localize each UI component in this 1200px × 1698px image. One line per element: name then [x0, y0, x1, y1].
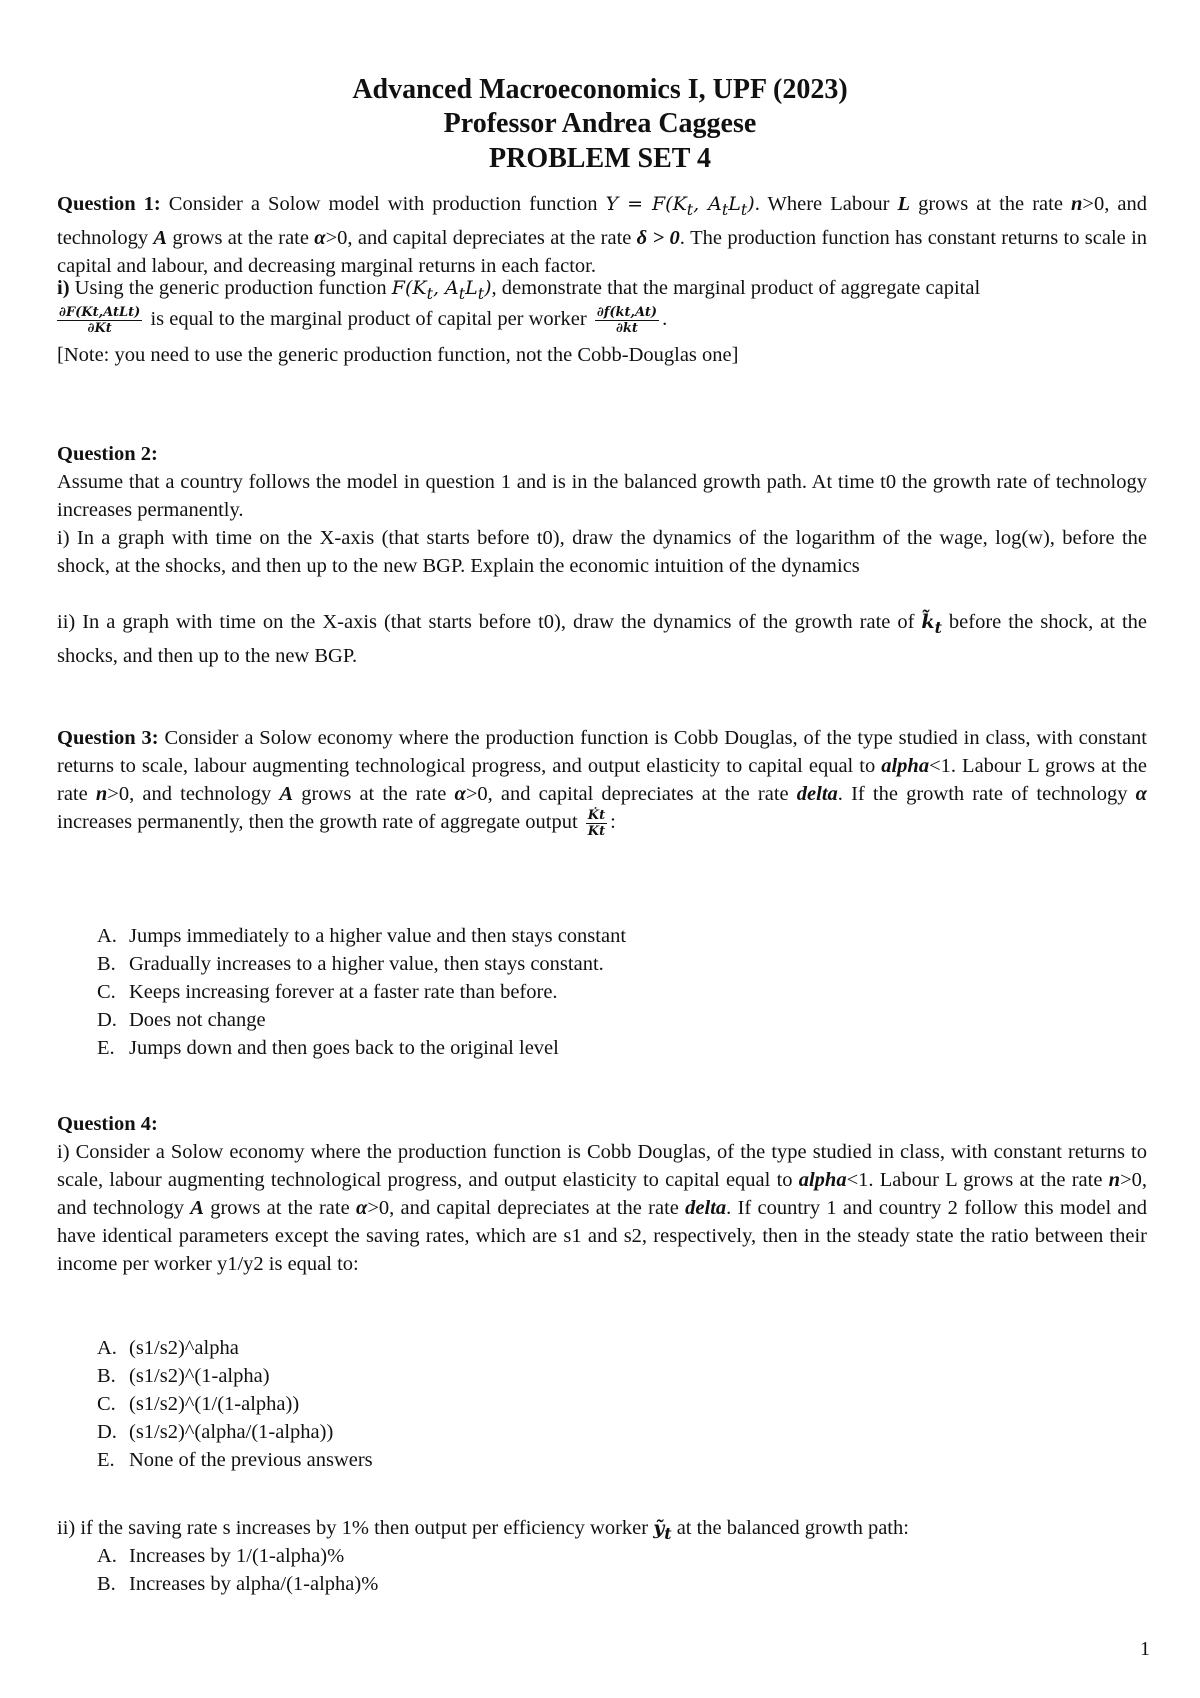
question-2-intro: Assume that a country follows the model in question 1 and is in the balanced growth path. At time t0 the growth rate of technology increases permanently. [57, 471, 1147, 521]
question-3-label: Question 3: [57, 727, 159, 749]
q4-option-b: B. (s1/s2)^(1-alpha) [97, 1365, 270, 1387]
professor-name: Professor Andrea Caggese [443, 108, 757, 139]
q4-option-c: C. (s1/s2)^(1/(1-alpha)) [97, 1393, 300, 1415]
question-3: Question 3: Consider a Solow economy where the production function is Cobb Douglas, of the type studied in class, with constant returns to scale, labour augmenting technological progress, and output elasticity to capital equal to alpha<1. Labour L grows at the rate n>0, and technology A grows at the rate α>0, and capital depreciates at the rate delta. If the growth rate of technology α increases permanently, then the growth rate of aggregate output $\frac{K̇t}{Kt}$ : [57, 727, 1148, 839]
problem-set-title: PROBLEM SET 4 [489, 143, 711, 174]
fraction-aggregate-mpk: $\frac{\text{∂F(Kt,AtLt)}}{\partial Kt}$ [59, 304, 141, 336]
question-1-part-i: i) Using the generic production function $F(K_t$, $A_tL_t$), demonstrate that the marginal product of aggregate capital [57, 277, 981, 303]
question-4-part-ii: ii) if the saving rate s increases by 1% then output per efficiency worker ỹ$_t$ at the balanced growth path: [57, 1517, 909, 1543]
production-function: $Y = F(K_t$, $A_tL_t$) [605, 193, 755, 219]
question-4-label: Question 4: [57, 1113, 158, 1135]
question-1-label: Question 1: [57, 193, 161, 215]
q3-option-e: E. Jumps down and then goes back to the original level [97, 1037, 559, 1059]
q3-option-d: D. Does not change [97, 1009, 266, 1031]
question-2-part-ii: ii) In a graph with time on the X-axis (that starts before t0), draw the dynamics of the growth rate of $k̃_t$ before the shock, at the shocks, and then up to the new BGP. [57, 611, 1147, 667]
q3-option-c: C. Keeps increasing forever at a faster rate than before. [97, 981, 558, 1003]
q3-option-a: A. Jumps immediately to a higher value and then stays constant [97, 925, 627, 947]
course-title: Advanced Macroeconomics I, UPF (2023) [352, 74, 848, 105]
page-number: 1 [1140, 1638, 1150, 1660]
k-tilde-symbol: $k̃_t$ [921, 611, 942, 637]
q4-option-d: D. (s1/s2)^(alpha/(1-alpha)) [97, 1421, 334, 1443]
q4-ii-option-a: A. Increases by 1/(1-alpha)% [97, 1545, 345, 1567]
fraction-output-growth: $\frac{K̇t}{Kt}$ [587, 808, 606, 839]
fraction-per-worker-mpk: $\frac{\partial f(kt,At)}{\partial kt}$ [596, 304, 658, 336]
question-1-part-i-cont: $\frac{\text{∂F(Kt,AtLt)}}{\partial Kt}$ is equal to the marginal product of capital per worker $\frac{\partial f(kt,At)}{\partial kt}$ . [59, 304, 668, 336]
question-4-part-i: i) Consider a Solow economy where the production function is Cobb Douglas, of the type studied in class, with constant returns to scale, labour augmenting technological progress, and output elasticity to capital equal to alpha<1. Labour L grows at the rate n>0, and technology A grows at the rate α>0, and capital depreciates at the rate delta. If country 1 and country 2 follow this model and have identical parameters except the saving rates, which are s1 and s2, respectively, then in the steady state the ratio between their income per worker y1/y2 is equal to: [57, 1141, 1148, 1275]
question-1-note: [Note: you need to use the generic production function, not the Cobb-Douglas one] [57, 344, 739, 366]
y-tilde-symbol: ỹ$_t$ [653, 1517, 672, 1543]
question-1: Question 1: Consider a Solow model with production function $Y = F(K_t$, $A_tL_t$). Where Labour L grows at the rate n>0, and technology A grows at the rate α>0, and capital depreciates at the rate δ > 0. The production function has constant returns to scale in capital and labour, and decreasing marginal returns in each factor. [57, 193, 1148, 277]
q4-ii-option-b: B. Increases by alpha/(1-alpha)% [97, 1573, 379, 1595]
question-2-part-i: i) In a graph with time on the X-axis (that starts before t0), draw the dynamics of the logarithm of the wage, log(w), before the shock, at the shocks, and then up to the new BGP. Explain the economic intuition of the dynamics [57, 527, 1147, 577]
question-2-label: Question 2: [57, 443, 158, 465]
q4-option-e: E. None of the previous answers [97, 1449, 373, 1471]
q3-option-b: B. Gradually increases to a higher value, then stays constant. [97, 953, 604, 975]
q4-option-a: A. (s1/s2)^alpha [97, 1337, 239, 1359]
